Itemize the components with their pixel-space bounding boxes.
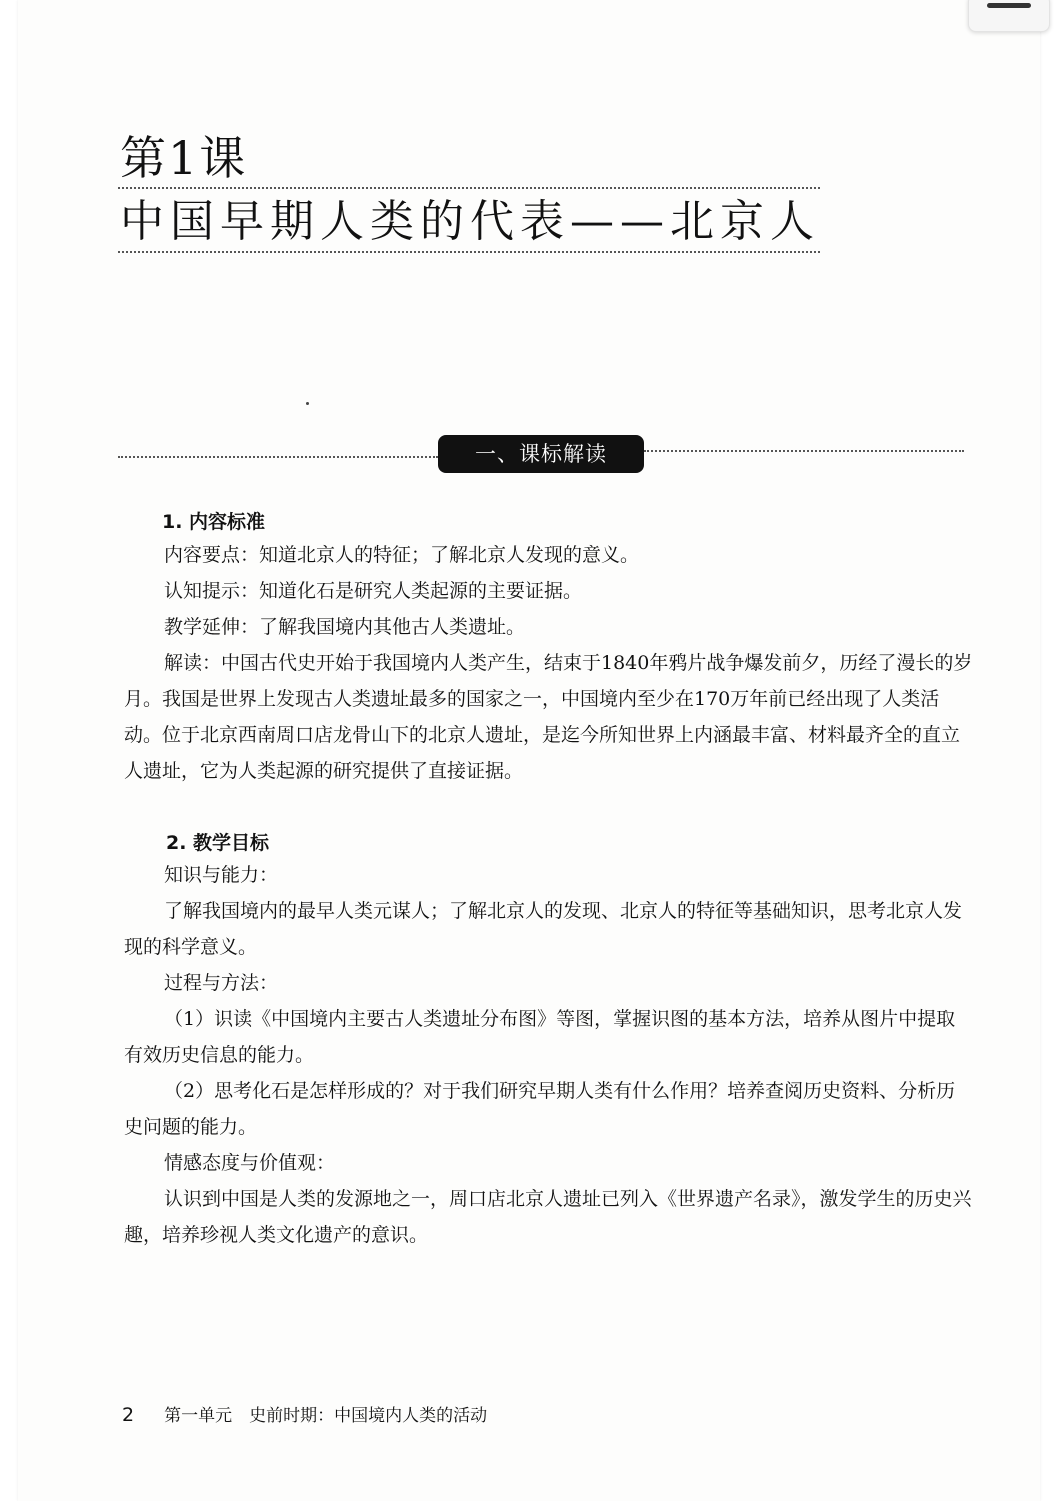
section-rule-left <box>118 456 438 458</box>
knowledge-label: 知识与能力： <box>164 864 279 886</box>
section-rule-right <box>644 450 964 452</box>
knowledge-paragraph: 了解我国境内的最早人类元谋人；了解北京人的发现、北京人的特征等基础知识，思考北京人发现的科学意义。 <box>124 900 963 958</box>
scan-speck <box>306 402 309 405</box>
page-number: 2 <box>122 1404 135 1426</box>
process-label: 过程与方法： <box>164 972 279 994</box>
emotion-label: 情感态度与价值观： <box>164 1152 336 1174</box>
hamburger-icon <box>987 3 1031 8</box>
lesson-number: 第1课 <box>120 131 248 185</box>
teaching-goals-heading: 2. 教学目标 <box>166 832 270 854</box>
title-divider-top <box>118 187 820 189</box>
content-standard-body <box>124 537 974 789</box>
teaching-goals-body <box>124 857 974 1253</box>
process-item-2: （2）思考化石是怎样形成的？对于我们研究早期人类有什么作用？培养查阅历史资料、分析历史问题的能力。 <box>124 1080 956 1138</box>
menu-handle-button[interactable] <box>968 0 1050 32</box>
process-item-1: （1）识读《中国境内主要古人类遗址分布图》等图，掌握识图的基本方法，培养从图片中提取有效历史信息的能力。 <box>124 1008 956 1066</box>
emotion-paragraph: 认识到中国是人类的发源地之一，周口店北京人遗址已列入《世界遗产名录》，激发学生的历史兴趣，培养珍视人类文化遗产的意识。 <box>124 1188 972 1246</box>
cognition-hint-line: 认知提示：知道化石是研究人类起源的主要证据。 <box>164 580 583 602</box>
teaching-extension-line: 教学延伸：了解我国境内其他古人类遗址。 <box>164 616 526 638</box>
interpretation-paragraph: 解读：中国古代史开始于我国境内人类产生，结束于1840年鸦片战争爆发前夕，历经了漫长的岁月。我国是世界上发现古人类遗址最多的国家之一，中国境内至少在170万年前已经出现了人类活动。位于北京西南周口店龙骨山下的北京人遗址，是迄今所知世界上内涵最丰富、材料最齐全的直立人遗址，它为人类起源的研究提供了直接证据。 <box>124 652 973 782</box>
page-footer <box>122 1402 487 1429</box>
unit-title: 第一单元 史前时期：中国境内人类的活动 <box>164 1406 488 1426</box>
content-point-line: 内容要点：知道北京人的特征；了解北京人发现的意义。 <box>164 544 640 566</box>
content-standard-heading: 1. 内容标准 <box>162 511 266 533</box>
section-label-pill: 一、课标解读 <box>438 435 644 473</box>
lesson-title: 中国早期人类的代表——北京人 <box>120 196 820 247</box>
title-divider-bottom <box>118 251 820 253</box>
